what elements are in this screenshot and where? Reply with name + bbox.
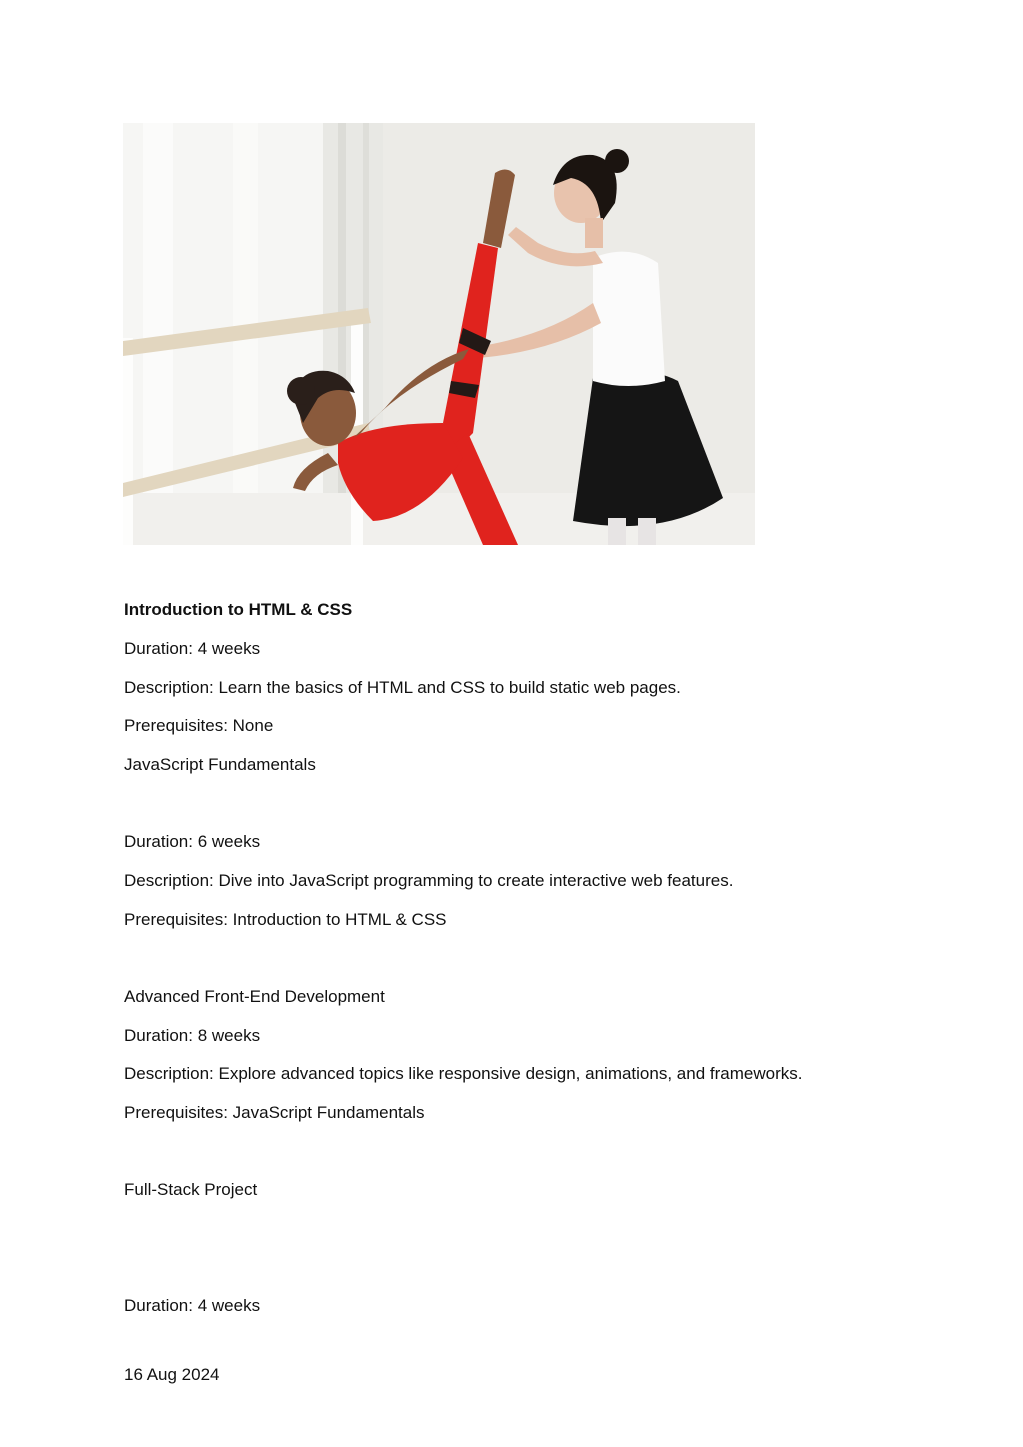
- course-title: Introduction to HTML & CSS: [124, 600, 353, 619]
- course-prerequisites: Prerequisites: Introduction to HTML & CSS: [124, 910, 447, 929]
- course-description: Description: Learn the basics of HTML and CSS to build static web pages.: [124, 678, 681, 697]
- course-duration: Duration: 6 weeks: [124, 832, 261, 851]
- course-prerequisites: Prerequisites: JavaScript Fundamentals: [124, 1103, 425, 1122]
- course-description: Description: Explore advanced topics like responsive design, animations, and frameworks.: [124, 1064, 803, 1083]
- course-prerequisites: Prerequisites: None: [124, 716, 274, 735]
- course-title: JavaScript Fundamentals: [124, 755, 316, 774]
- ballet-class-photo: [123, 123, 755, 545]
- course-duration: Duration: 4 weeks: [124, 639, 261, 658]
- course-duration: Duration: 4 weeks: [124, 1296, 261, 1315]
- course-description: Description: Dive into JavaScript programming to create interactive web features.: [124, 871, 734, 890]
- course-title: Full-Stack Project: [124, 1180, 258, 1199]
- course-title: Advanced Front-End Development: [124, 987, 385, 1006]
- course-duration: Duration: 8 weeks: [124, 1026, 261, 1045]
- page-date: 16 Aug 2024: [124, 1365, 220, 1384]
